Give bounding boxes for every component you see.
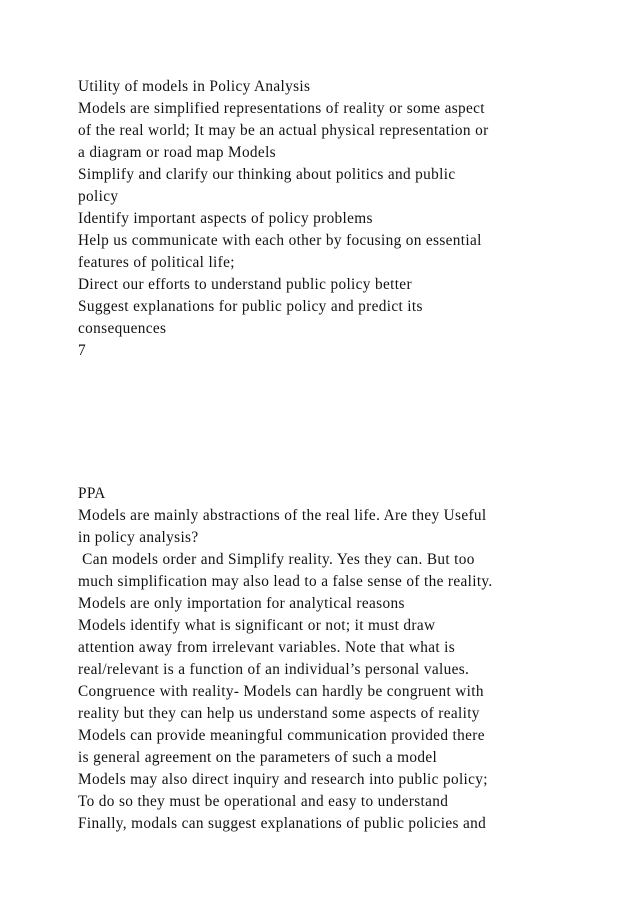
text-line: Models are simplified representations of reality or some aspect bbox=[78, 100, 485, 117]
text-line: Models may also direct inquiry and research into public policy; bbox=[78, 771, 488, 788]
text-line: reality but they can help us understand some aspects of reality bbox=[78, 705, 480, 722]
text-line: a diagram or road map Models bbox=[78, 144, 276, 161]
text-line: Models are only importation for analytical reasons bbox=[78, 595, 405, 612]
text-line: Models are mainly abstractions of the real life. Are they Useful bbox=[78, 507, 487, 524]
section-title: Utility of models in Policy Analysis bbox=[78, 78, 311, 95]
text-line: consequences bbox=[78, 320, 167, 337]
text-line: Can models order and Simplify reality. Yes they can. But too bbox=[78, 551, 475, 568]
text-line: real/relevant is a function of an individual’s personal values. bbox=[78, 661, 470, 678]
text-line: in policy analysis? bbox=[78, 529, 199, 546]
text-line: Finally, modals can suggest explanations of public policies and bbox=[78, 815, 487, 832]
text-line: Direct our efforts to understand public policy better bbox=[78, 276, 412, 293]
slide-number: 7 bbox=[78, 342, 86, 359]
text-line: Simplify and clarify our thinking about politics and public bbox=[78, 166, 456, 183]
text-line: To do so they must be operational and easy to understand bbox=[78, 793, 449, 810]
section-title: PPA bbox=[78, 485, 106, 502]
text-line: Congruence with reality- Models can hardly be congruent with bbox=[78, 683, 484, 700]
text-line: is general agreement on the parameters of such a model bbox=[78, 749, 438, 766]
text-line: Models identify what is significant or not; it must draw bbox=[78, 617, 436, 634]
text-line: Identify important aspects of policy problems bbox=[78, 210, 373, 227]
text-line: policy bbox=[78, 188, 119, 205]
text-line: features of political life; bbox=[78, 254, 235, 271]
text-line: Help us communicate with each other by focusing on essential bbox=[78, 232, 482, 249]
text-line: Models can provide meaningful communication provided there bbox=[78, 727, 485, 744]
text-line: much simplification may also lead to a false sense of the reality. bbox=[78, 573, 493, 590]
text-line: of the real world; It may be an actual physical representation or bbox=[78, 122, 489, 139]
section-utility-of-models bbox=[78, 76, 618, 362]
text-line: attention away from irrelevant variables. Note that what is bbox=[78, 639, 456, 656]
section-ppa bbox=[78, 483, 618, 835]
text-line: Suggest explanations for public policy and predict its bbox=[78, 298, 423, 315]
